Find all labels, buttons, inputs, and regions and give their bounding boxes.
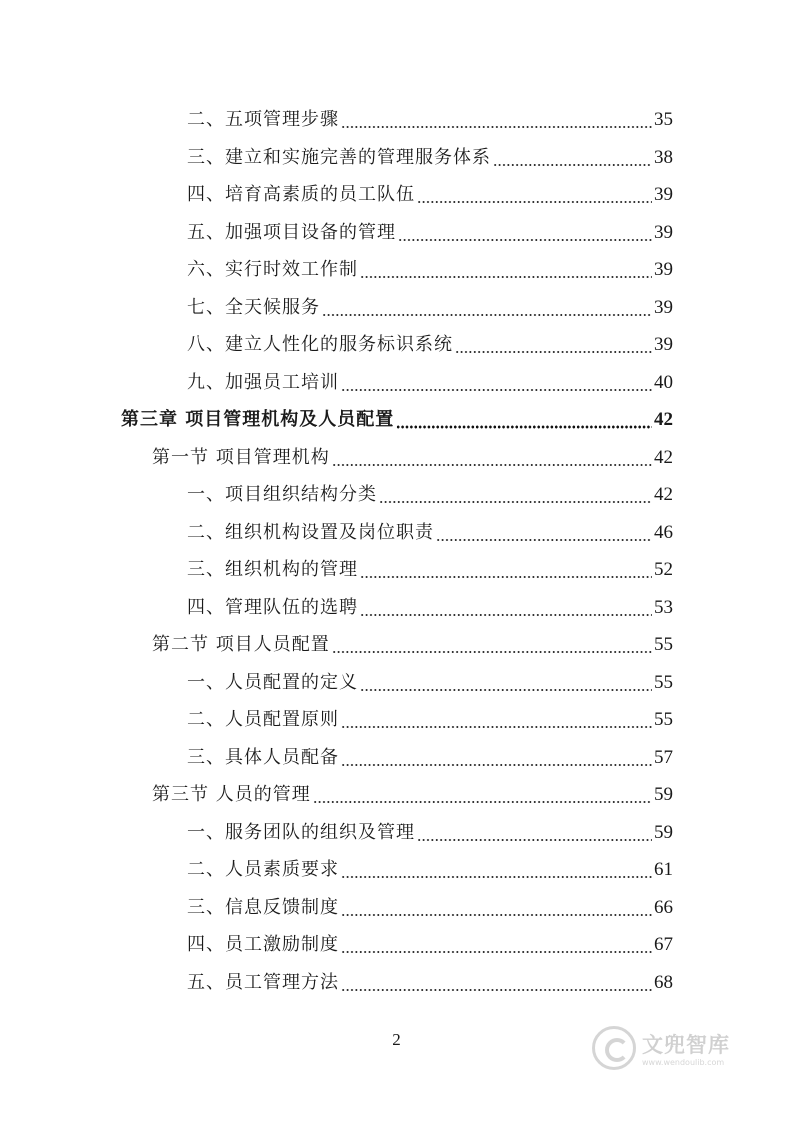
dot-leader bbox=[332, 650, 652, 654]
dot-leader bbox=[341, 125, 652, 129]
toc-entry-page: 46 bbox=[654, 521, 673, 543]
toc-section-entry[interactable] bbox=[152, 780, 673, 810]
toc-entry[interactable] bbox=[187, 143, 673, 173]
toc-entry-page: 40 bbox=[654, 371, 673, 393]
toc-entry-page: 59 bbox=[654, 784, 673, 805]
toc-entry[interactable] bbox=[187, 968, 673, 998]
toc-entry-page: 66 bbox=[654, 896, 673, 918]
toc-entry-label: 九、加强员工培训 bbox=[187, 371, 339, 393]
toc-entry-page: 67 bbox=[654, 934, 673, 955]
toc-entry[interactable] bbox=[187, 255, 673, 285]
toc-entry-label: 四、员工激励制度 bbox=[187, 934, 339, 955]
toc-entry[interactable] bbox=[187, 893, 673, 923]
toc-entry-page: 42 bbox=[654, 484, 673, 505]
toc-entry[interactable] bbox=[187, 668, 673, 698]
toc-entry-page: 39 bbox=[654, 296, 673, 318]
watermark-name: 文兜智库 bbox=[642, 1033, 730, 1057]
toc-section-entry[interactable] bbox=[152, 443, 673, 473]
toc-entry[interactable] bbox=[187, 368, 673, 398]
toc-entry-label: 四、管理队伍的选聘 bbox=[187, 596, 358, 618]
toc-entry-page: 57 bbox=[654, 746, 673, 768]
toc-entry[interactable] bbox=[187, 180, 673, 210]
toc-entry-label: 一、服务团队的组织及管理 bbox=[187, 821, 415, 843]
toc-entry-label: 六、实行时效工作制 bbox=[187, 259, 358, 280]
toc-entry[interactable] bbox=[187, 518, 673, 548]
dot-leader bbox=[455, 350, 652, 354]
toc-entry-page: 59 bbox=[654, 821, 673, 843]
toc-entry-page: 42 bbox=[654, 446, 673, 468]
toc-entry-label: 三、建立和实施完善的管理服务体系 bbox=[187, 146, 491, 168]
toc-entry-page: 35 bbox=[654, 109, 673, 130]
dot-leader bbox=[417, 838, 652, 842]
toc-entry-label: 三、组织机构的管理 bbox=[187, 559, 358, 580]
dot-leader bbox=[360, 575, 652, 579]
watermark bbox=[592, 1022, 762, 1074]
toc-entry-page: 39 bbox=[654, 221, 673, 243]
toc-entry-page: 42 bbox=[654, 409, 673, 430]
dot-leader bbox=[341, 875, 652, 879]
dot-leader bbox=[396, 425, 652, 429]
toc-entry-label: 第一节 项目管理机构 bbox=[152, 446, 330, 468]
toc-entry-label: 二、人员配置原则 bbox=[187, 709, 339, 730]
toc-entry-label: 四、培育高素质的员工队伍 bbox=[187, 184, 415, 205]
dot-leader bbox=[341, 763, 652, 767]
dot-leader bbox=[360, 275, 652, 279]
toc-entry-page: 55 bbox=[654, 709, 673, 730]
watermark-url: www.wendoulib.com bbox=[642, 1058, 725, 1067]
toc-entry[interactable] bbox=[187, 330, 673, 360]
toc-entry[interactable] bbox=[187, 480, 673, 510]
dot-leader bbox=[360, 613, 652, 617]
toc-entry-page: 68 bbox=[654, 971, 673, 993]
toc-entry-page: 55 bbox=[654, 671, 673, 693]
dot-leader bbox=[379, 500, 652, 504]
toc-entry[interactable] bbox=[187, 555, 673, 585]
dot-leader bbox=[493, 163, 652, 167]
toc-entry-label: 一、项目组织结构分类 bbox=[187, 484, 377, 505]
toc-chapter-entry[interactable] bbox=[121, 405, 673, 435]
dot-leader bbox=[313, 800, 652, 804]
dot-leader bbox=[341, 388, 652, 392]
toc-entry-page: 39 bbox=[654, 334, 673, 355]
page-number: 2 bbox=[392, 1030, 401, 1049]
toc-entry-page: 52 bbox=[654, 559, 673, 580]
dot-leader bbox=[341, 725, 652, 729]
toc-entry-label: 三、信息反馈制度 bbox=[187, 896, 339, 918]
toc-entry-label: 五、员工管理方法 bbox=[187, 971, 339, 993]
toc-entry[interactable] bbox=[187, 105, 673, 135]
toc-entry-page: 61 bbox=[654, 859, 673, 880]
dot-leader bbox=[436, 538, 652, 542]
dot-leader bbox=[341, 988, 652, 992]
toc-entry[interactable] bbox=[187, 818, 673, 848]
toc-entry-label: 三、具体人员配备 bbox=[187, 746, 339, 768]
toc-entry[interactable] bbox=[187, 705, 673, 735]
toc-entry-label: 二、人员素质要求 bbox=[187, 859, 339, 880]
dot-leader bbox=[360, 688, 652, 692]
toc-entry-label: 一、人员配置的定义 bbox=[187, 671, 358, 693]
toc-entry-page: 55 bbox=[654, 634, 673, 655]
toc-entry[interactable] bbox=[187, 593, 673, 623]
toc-entry[interactable] bbox=[187, 743, 673, 773]
toc-entry-label: 第三章 项目管理机构及人员配置 bbox=[121, 409, 395, 430]
dot-leader bbox=[398, 238, 652, 242]
toc-entry[interactable] bbox=[187, 930, 673, 960]
toc-entry-label: 第三节 人员的管理 bbox=[152, 784, 311, 805]
toc-entry-label: 二、组织机构设置及岗位职责 bbox=[187, 521, 434, 543]
dot-leader bbox=[332, 463, 652, 467]
toc-entry-page: 53 bbox=[654, 596, 673, 618]
dot-leader bbox=[341, 950, 652, 954]
dot-leader bbox=[417, 200, 652, 204]
toc-section-entry[interactable] bbox=[152, 630, 673, 660]
toc-entry-label: 二、五项管理步骤 bbox=[187, 109, 339, 130]
dot-leader bbox=[341, 913, 652, 917]
toc-entry-label: 七、全天候服务 bbox=[187, 296, 320, 318]
toc-entry-label: 五、加强项目设备的管理 bbox=[187, 221, 396, 243]
toc-entry-label: 八、建立人性化的服务标识系统 bbox=[187, 334, 453, 355]
toc-entry-page: 38 bbox=[654, 146, 673, 168]
toc-entry[interactable] bbox=[187, 293, 673, 323]
toc-entry-label: 第二节 项目人员配置 bbox=[152, 634, 330, 655]
toc-entry-page: 39 bbox=[654, 184, 673, 205]
toc-entry[interactable] bbox=[187, 218, 673, 248]
watermark-logo-icon bbox=[592, 1026, 636, 1070]
toc-entry[interactable] bbox=[187, 855, 673, 885]
toc-entry-page: 39 bbox=[654, 259, 673, 280]
dot-leader bbox=[322, 313, 652, 317]
